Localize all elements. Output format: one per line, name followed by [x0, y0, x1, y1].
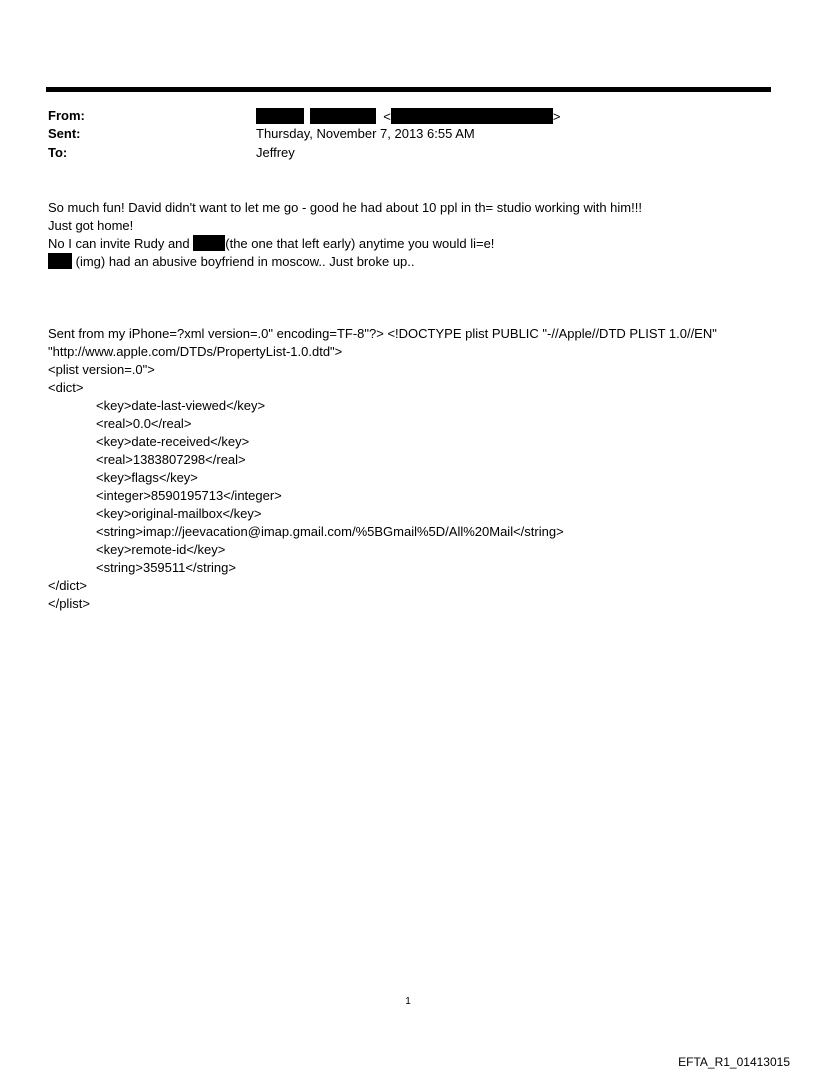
plist-line: <key>date-received</key> [96, 434, 250, 449]
redaction-box [310, 108, 376, 124]
email-body [48, 199, 778, 613]
plist-line: <string>359511</string> [96, 560, 236, 575]
body-line [48, 253, 778, 271]
body-line: Just got home! [48, 218, 134, 233]
header-rule [46, 87, 771, 92]
plist-line: <real>0.0</real> [96, 416, 192, 431]
signature-line: <dict> [48, 380, 84, 395]
body-text: (the one that left early) anytime you would li=e! [225, 236, 495, 251]
plist-line: <string>imap://jeevacation@imap.gmail.com/%5BGmail%5D/All%20Mail</string> [96, 524, 564, 539]
signature-line: </plist> [48, 596, 90, 611]
page-number: 1 [405, 996, 411, 1007]
plist-line: <integer>8590195713</integer> [96, 488, 282, 503]
sent-label: Sent: [48, 126, 81, 141]
from-close-bracket: > [552, 109, 561, 124]
signature-line: </dict> [48, 578, 88, 593]
redaction-box [391, 108, 553, 124]
bates-number: EFTA_R1_01413015 [678, 1055, 790, 1069]
redaction-box [193, 235, 225, 251]
plist-line: <key>original-mailbox</key> [96, 506, 262, 521]
from-open-bracket: < [383, 109, 391, 124]
redaction-box [256, 108, 304, 124]
to-label: To: [48, 145, 68, 160]
redaction-box [48, 253, 72, 269]
body-text: No I can invite Rudy and [48, 236, 194, 251]
body-line: So much fun! David didn't want to let me go - good he had about 10 ppl in th= studio working with him!!! [48, 200, 642, 215]
sent-value: Thursday, November 7, 2013 6:55 AM [256, 126, 475, 141]
plist-line: <real>1383807298</real> [96, 452, 246, 467]
from-value [256, 108, 560, 124]
plist-line: <key>flags</key> [96, 470, 198, 485]
signature-line: "http://www.apple.com/DTDs/PropertyList-1.0.dtd"> [48, 344, 343, 359]
plist-line: <key>remote-id</key> [96, 542, 226, 557]
plist-line: <key>date-last-viewed</key> [96, 398, 266, 413]
body-text: (img) had an abusive boyfriend in moscow.. Just broke up.. [72, 254, 415, 269]
from-label: From: [48, 108, 85, 123]
signature-line: Sent from my iPhone=?xml version=.0" encoding=TF-8"?> <!DOCTYPE plist PUBLIC "-//Apple//DTD PLIST 1.0//EN" [48, 326, 717, 341]
to-value: Jeffrey [256, 145, 295, 160]
body-line [48, 235, 778, 253]
signature-line: <plist version=.0"> [48, 362, 155, 377]
